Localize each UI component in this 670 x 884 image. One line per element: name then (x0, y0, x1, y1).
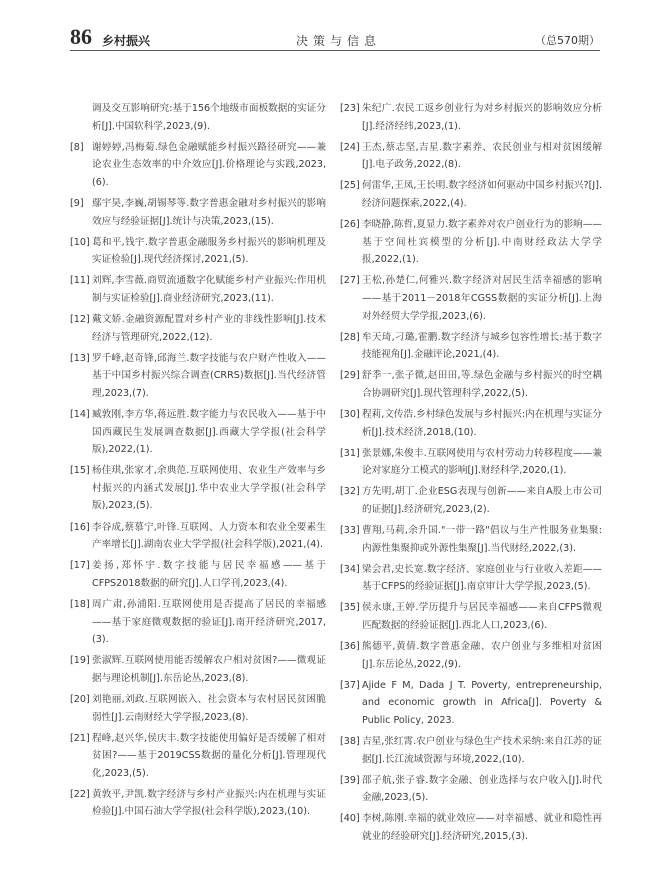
reference-item (340, 561, 602, 596)
header-divider (70, 50, 600, 51)
reference-text: 王松,孙楚仁,何雅兴.数字经济对居民生活幸福感的影响——基于2011－2018年CGSS数据的实证分析[J].上海对外经贸大学学报,2023,(6). (362, 275, 602, 322)
reference-text: 吉星,张红霄.农户创业与绿色生产技术采纳:来自江苏的证据[J].长江流域资源与环境,2022,(10). (362, 736, 602, 765)
reference-number: [35] (340, 602, 360, 614)
reference-item (340, 733, 602, 768)
reference-item (340, 406, 602, 441)
reference-text: 程莉,文传浩.乡村绿色发展与乡村振兴:内在机理与实证分析[J].技术经济,2018,(10). (362, 409, 602, 438)
reference-text: 杨佳琪,张家才,余典范.互联网使用、农业生产效率与乡村振兴的内涵式发展[J].华中农业大学学报(社会科学版),2023,(5). (92, 465, 326, 512)
reference-item (70, 195, 326, 230)
reference-item (340, 677, 602, 730)
reference-item (70, 139, 326, 192)
reference-number: [23] (340, 103, 360, 114)
reference-number: [18] (70, 598, 90, 610)
reference-item (70, 652, 326, 687)
reference-number: [22] (70, 788, 90, 800)
reference-text: 周广肃,孙浦阳.互联网使用是否提高了居民的幸福感——基于家庭微观数据的验证[J].南开经济研究,2017,(3). (92, 598, 326, 646)
reference-text: Ajide F M, Dada J T. Poverty, entrepreneurship, and economic growth in Africa[J]. Poverty & Public Policy, 2023. (362, 679, 602, 726)
reference-number: [31] (340, 447, 360, 459)
reference-text: 鄢宇昊,李巍,胡锡琴等.数字普惠金融对乡村振兴的影响效应与经验证据[J].统计与决策,2023,(15). (92, 197, 326, 227)
reference-text: 谢婷婷,冯梅菊.绿色金融赋能乡村振兴路径研究——兼论农业生态效率的中介效应[J].价格理论与实践,2023,(6). (92, 141, 326, 188)
reference-text: 张景娜,朱俊丰.互联网使用与农村劳动力转移程度——兼论对家庭分工模式的影响[J].财经科学,2020,(1). (362, 447, 602, 477)
reference-text: 李谷成,蔡慕宁,叶锋.互联网、人力资本和农业全要素生产率增长[J].湖南农业大学学报(社会科学版),2021,(4). (92, 521, 326, 551)
reference-number: [9] (70, 197, 84, 209)
reference-number: [32] (340, 486, 360, 498)
reference-number: [37] (340, 679, 360, 691)
reference-item (340, 139, 602, 174)
reference-number: [10] (70, 236, 90, 248)
reference-text: 王杰,蔡志坚,吉星.数字素养、农民创业与相对贫困缓解[J].电子政务,2022,(8). (362, 141, 602, 171)
reference-item (70, 234, 326, 269)
reference-number: [17] (70, 560, 90, 572)
reference-text: 程峰,赵兴华,侯庆丰.数字技能使用偏好是否缓解了相对贫困?——基于2019CSS数据的量化分析[J].管理现代化,2023,(5). (92, 732, 326, 779)
reference-number: [28] (340, 331, 360, 343)
reference-item (70, 786, 326, 821)
reference-item (70, 596, 326, 649)
reference-text: 刘艳丽,刘政.互联网嵌入、社会资本与农村居民贫困脆弱性[J].云南财经大学学报,2023,(8). (92, 693, 326, 723)
reference-text: 调及交互影响研究:基于156个地级市面板数据的实证分析[J].中国软科学,2023,(9). (92, 103, 326, 132)
reference-item (70, 519, 326, 554)
reference-number: [8] (70, 141, 84, 153)
reference-text: 曹翔,马莉,余升国."一带一路"倡议与生产性服务业集聚:内源性集聚抑或外源性集聚[J].当代财经,2022,(3). (362, 525, 602, 554)
reference-number: [21] (70, 732, 90, 744)
reference-number: [33] (340, 525, 360, 537)
reference-item (340, 599, 602, 634)
reference-item (340, 810, 602, 845)
reference-number: [25] (340, 180, 360, 192)
reference-item (70, 100, 326, 135)
reference-text: 邵子航,张子睿.数字金融、创业选择与农户收入[J].时代金融,2023,(5). (362, 774, 602, 804)
reference-number: [19] (70, 655, 90, 667)
reference-item (70, 730, 326, 783)
reference-item (340, 483, 602, 518)
reference-text: 刘辉,李雪薇.商贸流通数字化赋能乡村产业振兴:作用机制与实证检验[J].商业经济研究,2023,(11). (92, 275, 326, 304)
reference-item (340, 100, 602, 135)
reference-number: [20] (70, 693, 90, 705)
reference-text: 戴文娇.金融资源配置对乡村产业的非线性影响[J].技术经济与管理研究,2022,(12). (92, 314, 326, 343)
references-right-column (340, 100, 602, 849)
reference-number: [11] (70, 275, 90, 287)
reference-number: [39] (340, 774, 360, 786)
reference-item (340, 367, 602, 402)
reference-text: 罗千峰,赵奇锋,邱海兰.数字技能与农户财产性收入——基于中国乡村振兴综合调查(CRRS)数据[J].当代经济管理,2023,(7). (92, 352, 326, 399)
reference-number: [27] (340, 275, 360, 287)
reference-number: [12] (70, 314, 90, 326)
reference-item (340, 638, 602, 673)
issue-number: （总570期） (535, 34, 600, 47)
reference-number: [15] (70, 465, 90, 477)
references-left-column (70, 100, 326, 825)
page-number: 86 (70, 24, 92, 49)
reference-item (70, 406, 326, 459)
page-header (70, 26, 600, 50)
reference-item (70, 350, 326, 403)
reference-item (340, 772, 602, 807)
reference-text: 葛和平,钱宇.数字普惠金融服务乡村振兴的影响机理及实证检验[J].现代经济探讨,2021,(5). (92, 236, 326, 266)
reference-text: 姜扬,郑怀宇.数字技能与居民幸福感——基于CFPS2018数据的研究[J].人口学刊,2023,(4). (92, 560, 326, 589)
reference-text: 李晓静,陈哲,夏显力.数字素养对农户创业行为的影响——基于空间杜宾模型的分析[J].中南财经政法大学学报,2022,(1). (362, 219, 602, 266)
reference-item (340, 272, 602, 325)
reference-text: 李树,陈刚.幸福的就业效应——对幸福感、就业和隐性再就业的经验研究[J].经济研究,2015,(3). (362, 813, 602, 843)
reference-item (70, 691, 326, 726)
reference-text: 黄敦平,尹凯.数字经济与乡村产业振兴:内在机理与实证检验[J].中国石油大学学报(社会科学版),2023,(10). (92, 788, 326, 818)
reference-text: 舒季一,张子微,赵田田,等.绿色金融与乡村振兴的时空耦合协调研究[J].现代管理科学,2022,(5). (362, 370, 602, 399)
reference-number: [26] (340, 219, 360, 231)
reference-item (340, 522, 602, 557)
reference-item (340, 329, 602, 364)
reference-number: [24] (340, 141, 360, 153)
reference-number: [34] (340, 563, 360, 575)
reference-text: 臧敦刚,李方华,蒋远胜.数字能力与农民收入——基于中国西藏民生发展调查数据[J].西藏大学学报(社会科学版),2022,(1). (92, 409, 326, 456)
reference-number: [29] (340, 370, 360, 382)
reference-text: 何雷华,王凤,王长明.数字经济如何驱动中国乡村振兴?[J].经济问题探索,2022,(4). (362, 180, 602, 209)
reference-number: [36] (340, 641, 360, 653)
reference-item (70, 557, 326, 592)
reference-item (70, 272, 326, 307)
reference-text: 牟天琦,刁璐,霍鹏.数字经济与城乡包容性增长:基于数字技能视角[J].金融评论,2021,(4). (362, 331, 602, 361)
reference-item (70, 462, 326, 515)
reference-number: [30] (340, 409, 360, 420)
reference-text: 方先明,胡丁.企业ESG表现与创新——来自A股上市公司的证据[J].经济研究,2023,(2). (362, 486, 602, 515)
reference-text: 侯永康,王婷.学历提升与居民幸福感——来自CFPS微观匹配数据的经验证据[J].西北人口,2023,(6). (362, 602, 602, 632)
journal-title: 决策与信息 (296, 34, 382, 48)
reference-item (70, 311, 326, 346)
reference-item (340, 177, 602, 212)
reference-item (340, 216, 602, 269)
reference-number: [16] (70, 521, 90, 533)
reference-item (340, 445, 602, 480)
reference-number: [14] (70, 409, 90, 420)
reference-text: 张淑辉.互联网使用能否缓解农户相对贫困?——微观证据与理论机制[J].东岳论丛,2023,(8). (92, 655, 326, 684)
reference-text: 梁会君,史长宽.数字经济、家庭创业与行业收入差距——基于CFPS的经验证据[J].南京审计大学学报,2023,(5). (362, 563, 602, 593)
section-title: 乡村振兴 (102, 34, 151, 48)
reference-text: 熊德平,黄倩.数字普惠金融、农户创业与多维相对贫困[J].东岳论丛,2022,(9). (362, 641, 602, 670)
reference-text: 朱纪广.农民工返乡创业行为对乡村振兴的影响效应分析[J].经济经纬,2023,(1). (362, 103, 602, 132)
reference-number: [13] (70, 352, 90, 364)
reference-number: [40] (340, 813, 360, 825)
reference-number: [38] (340, 736, 360, 748)
